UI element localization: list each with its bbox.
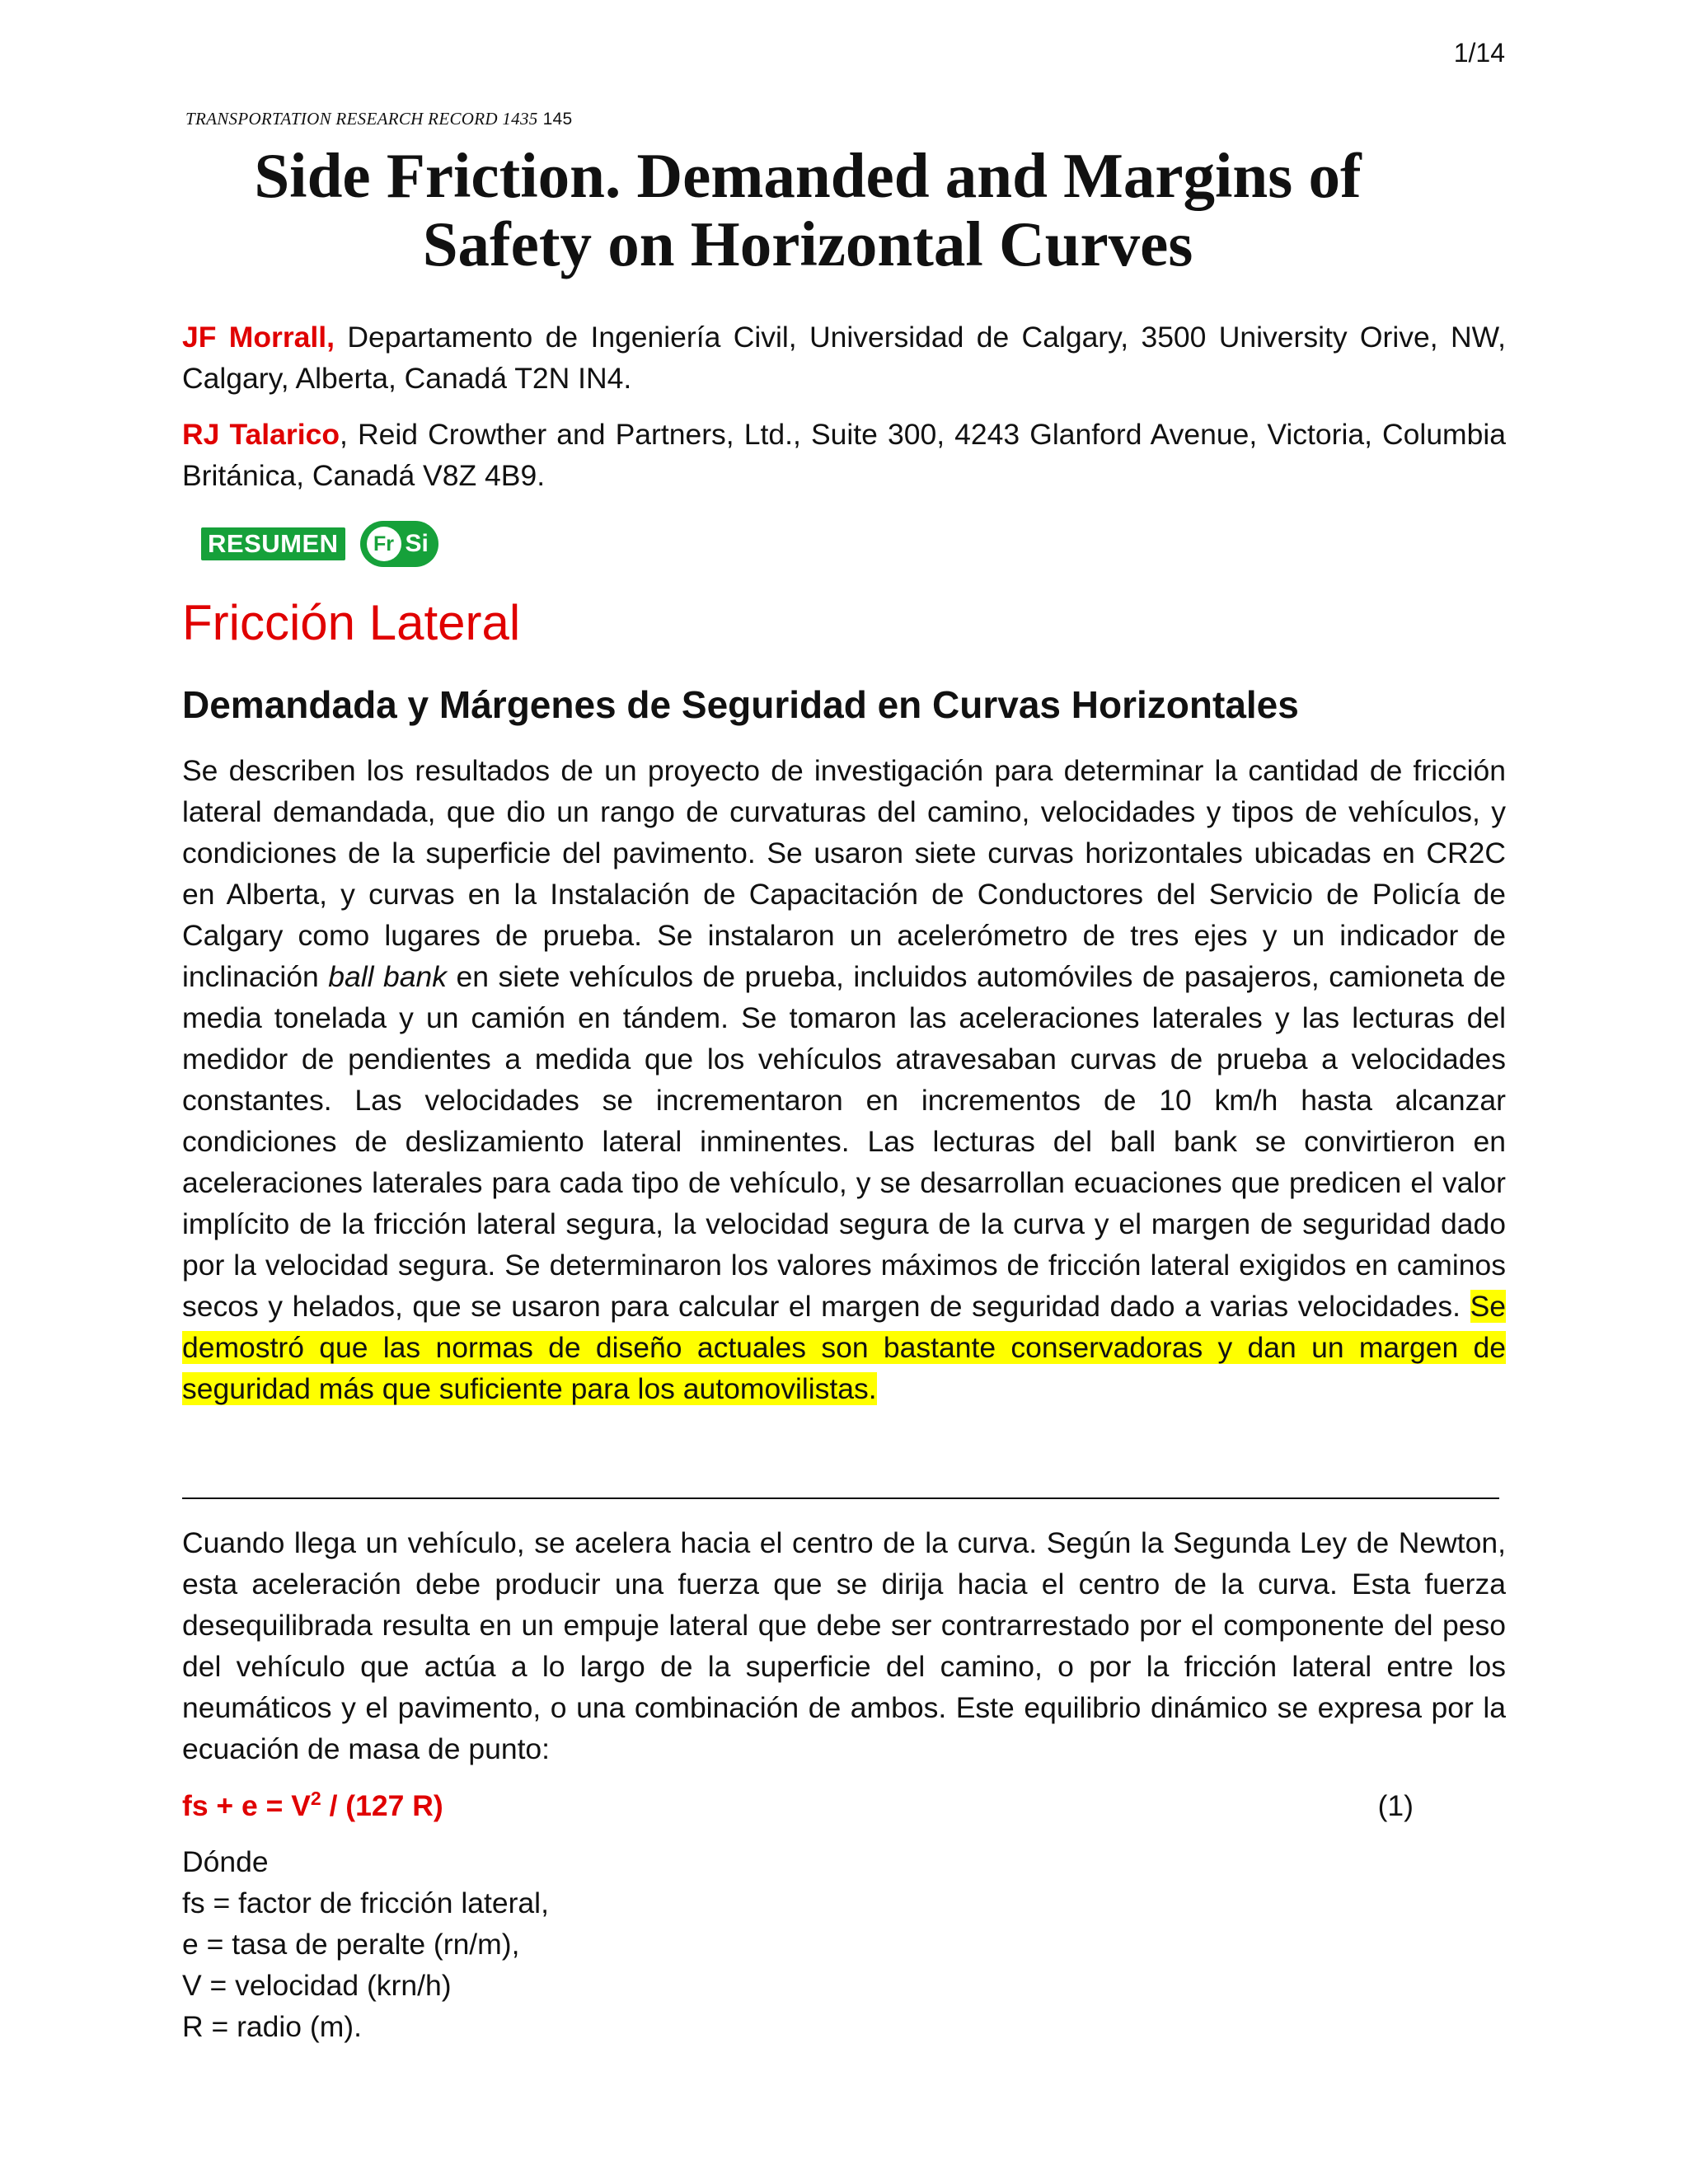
badge-row bbox=[201, 521, 438, 567]
equation-number: (1) bbox=[1377, 1789, 1414, 1822]
paper-title bbox=[148, 142, 1467, 279]
journal-name: TRANSPORTATION RESEARCH RECORD 1435 bbox=[185, 109, 538, 129]
abstract-highlight: Se demostró que las normas de diseño actuales son bastante conservadoras y dan un margen de seguridad más que suficiente para los automovilistas. bbox=[182, 1290, 1506, 1405]
definitions-heading: Dónde bbox=[182, 1845, 269, 1878]
author-name-2: RJ Talarico bbox=[182, 418, 340, 451]
title-line-2: Safety on Horizontal Curves bbox=[422, 209, 1193, 279]
author-affiliation-1 bbox=[182, 316, 1506, 399]
author-affiliation-text-2: , Reid Crowther and Partners, Ltd., Suite 300, 4243 Glanford Avenue, Victoria, Columbia Británica, Canadá V8Z 4B9. bbox=[182, 418, 1507, 492]
abstract-text-2: en siete vehículos de prueba, incluidos automóviles de pasajeros, camioneta de media tonelada y un camión en tándem. Se tomaron las aceleraciones laterales y las lecturas del medidor de pendientes a medida que los vehículos atravesaban curvas de prueba a velocidades constantes. Las velocidades se incrementaron en incrementos de 10 km/h hasta alcanzar condiciones de deslizamiento lateral inminentes. Las lecturas del ball bank se convirtieron en aceleraciones laterales para cada tipo de vehículo, y se desarrollan ecuaciones que predicen el valor implícito de la fricción lateral segura, la velocidad segura de la curva y el margen de seguridad dado por la velocidad segura. Se determinaron los valores máximos de fricción lateral exigidos en caminos secos y helados, que se usaron para calcular el margen de seguridad dado a varias velocidades. bbox=[182, 960, 1506, 1323]
equation-right: / (127 R) bbox=[321, 1789, 443, 1822]
frsi-logo-fr: Fr bbox=[367, 527, 401, 561]
equation-left: fs + e = V bbox=[182, 1789, 311, 1822]
equation-exponent: 2 bbox=[310, 1788, 321, 1809]
section-subtitle: Demandada y Márgenes de Seguridad en Curvas Horizontales bbox=[182, 683, 1299, 726]
author-affiliation-2 bbox=[182, 414, 1506, 496]
definition-item: e = tasa de peralte (rn/m), bbox=[182, 1928, 520, 1961]
abstract-paragraph bbox=[182, 750, 1506, 1409]
frsi-logo-icon bbox=[360, 521, 438, 567]
section-divider bbox=[182, 1497, 1499, 1499]
title-line-1: Side Friction. Demanded and Margins of bbox=[254, 140, 1362, 211]
author-affiliation-text-1: Departamento de Ingeniería Civil, Universidad de Calgary, 3500 University Orive, NW, Calgary, Alberta, Canadá T2N IN4. bbox=[182, 321, 1506, 395]
abstract-text-1: Se describen los resultados de un proyecto de investigación para determinar la cantidad de fricción lateral demandada, que dio un rango de curvaturas del camino, velocidades y tipos de vehículos, y condiciones de la superficie del pavimento. Se usaron siete curvas horizontales ubicadas en CR2C en Alberta, y curvas en la Instalación de Capacitación de Conductores del Servicio de Policía de Calgary como lugares de prueba. Se instalaron un acelerómetro de tres ejes y un indicador de inclinación bbox=[182, 754, 1506, 993]
intro-paragraph: Cuando llega un vehículo, se acelera hacia el centro de la curva. Según la Segunda Ley de Newton, esta aceleración debe producir una fuerza que se dirija hacia el centro de la curva. Esta fuerza desequilibrada resulta en un empuje lateral que debe ser contrarrestado por el componente del peso del vehículo que actúa a lo largo de la superficie del camino, o por la fricción lateral entre los neumáticos y el pavimento, o una combinación de ambos. Este equilibrio dinámico se expresa por la ecuación de masa de punto: bbox=[182, 1526, 1506, 1765]
abstract-italic-term: ball bank bbox=[328, 960, 448, 993]
equation-row bbox=[182, 1783, 1414, 1829]
equation bbox=[182, 1783, 443, 1829]
definition-item: R = radio (m). bbox=[182, 2010, 362, 2043]
journal-page: 145 bbox=[542, 110, 573, 129]
definition-item: V = velocidad (krn/h) bbox=[182, 1969, 452, 2002]
section-title: Fricción Lateral bbox=[182, 595, 521, 650]
page-number: 1/14 bbox=[1453, 38, 1505, 68]
definitions-list bbox=[182, 1841, 549, 2047]
author-name-1: JF Morrall, bbox=[182, 321, 335, 354]
journal-header bbox=[185, 109, 573, 129]
frsi-logo-si: Si bbox=[405, 530, 429, 557]
resumen-badge: RESUMEN bbox=[201, 527, 345, 560]
definition-item: fs = factor de fricción lateral, bbox=[182, 1886, 549, 1919]
